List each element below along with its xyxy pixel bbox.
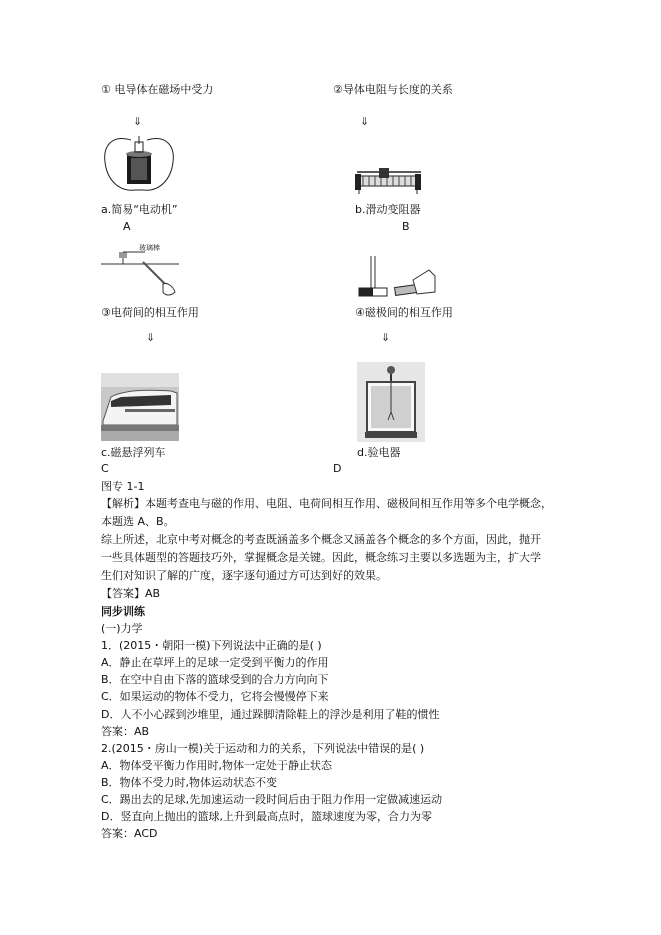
arrow-down-icon: ⇓ xyxy=(146,331,156,344)
question-1-option: A．静止在草坪上的足球一定受到平衡力的作用 xyxy=(101,656,329,669)
analysis-line: 本题选 A、B。 xyxy=(101,515,175,528)
question-1-option: C．如果运动的物体不受力，它将会慢慢停下来 xyxy=(101,690,329,703)
simple-motor-figure xyxy=(101,132,177,196)
practice-heading: 同步训练 xyxy=(101,605,145,618)
analysis-line: 生们对知识了解的广度，逐字逐句通过方可达到好的效果。 xyxy=(101,569,387,582)
question-2-answer: 答案：ACD xyxy=(101,827,158,840)
figure-label: 图专 1-1 xyxy=(101,480,145,493)
rheostat-figure xyxy=(355,166,423,196)
arrow-down-icon: ⇓ xyxy=(381,331,391,344)
a-caption: a.简易“电动机” xyxy=(101,203,178,216)
d-letter: D xyxy=(333,462,342,475)
c-caption: c.磁悬浮列车 xyxy=(101,446,166,459)
arrow-down-icon: ⇓ xyxy=(133,115,143,128)
maglev-train-figure xyxy=(101,373,179,441)
item2-title: ②导体电阻与长度的关系 xyxy=(333,83,453,96)
item4-title: ④磁极间的相互作用 xyxy=(355,306,453,319)
electroscope-figure xyxy=(357,362,425,442)
question-2-option: B．物体不受力时,物体运动状态不变 xyxy=(101,776,278,789)
analysis-line: 综上所述，北京中考对概念的考查既涵盖多个概念又涵盖各个概念的多个方面，因此，抛开 xyxy=(101,533,541,546)
question-1-option: B．在空中自由下落的篮球受到的合力方向向下 xyxy=(101,673,329,686)
question-2-option: C．踢出去的足球,先加速运动一段时间后由于阻力作用一定做减速运动 xyxy=(101,793,443,806)
b-caption: b.滑动变阻器 xyxy=(355,203,421,216)
question-1-answer: 答案：AB xyxy=(101,725,150,738)
arrow-down-icon: ⇓ xyxy=(360,115,370,128)
a-letter: A xyxy=(123,220,131,233)
analysis-line: 一些具体题型的答题技巧外，掌握概念是关键。因此，概念练习主要以多选题为主，扩大学 xyxy=(101,551,541,564)
analysis-block xyxy=(101,495,571,603)
practice-section: (一)力学 xyxy=(101,622,143,635)
analysis-answer: 【答案】AB xyxy=(101,587,161,600)
question-2-option: A．物体受平衡力作用时,物体一定处于静止状态 xyxy=(101,759,333,772)
analysis-line: 【解析】本题考查电与磁的作用、电阻、电荷间相互作用、磁极间相互作用等多个电学概念， xyxy=(101,497,552,510)
question-2-option: D．竖直向上抛出的篮球,上升到最高点时，篮球速度为零，合力为零 xyxy=(101,810,432,823)
item3-title: ③电荷间的相互作用 xyxy=(101,306,199,319)
c-letter: C xyxy=(101,462,109,475)
question-1-stem: 1．(2015・朝阳一模)下列说法中正确的是( ) xyxy=(101,639,322,652)
question-1-option: D．人不小心踩到沙堆里，通过跺脚清除鞋上的浮沙是利用了鞋的惯性 xyxy=(101,708,440,721)
b-letter: B xyxy=(402,220,410,233)
item1-title: ① 电导体在磁场中受力 xyxy=(101,83,214,96)
glass-rod-label: 玻璃棒 xyxy=(139,244,160,252)
d-caption: d.验电器 xyxy=(357,446,401,459)
question-2-stem: 2.(2015・房山一模)关于运动和力的关系，下列说法中错误的是( ) xyxy=(101,742,425,755)
magnetic-poles-figure xyxy=(355,256,437,300)
